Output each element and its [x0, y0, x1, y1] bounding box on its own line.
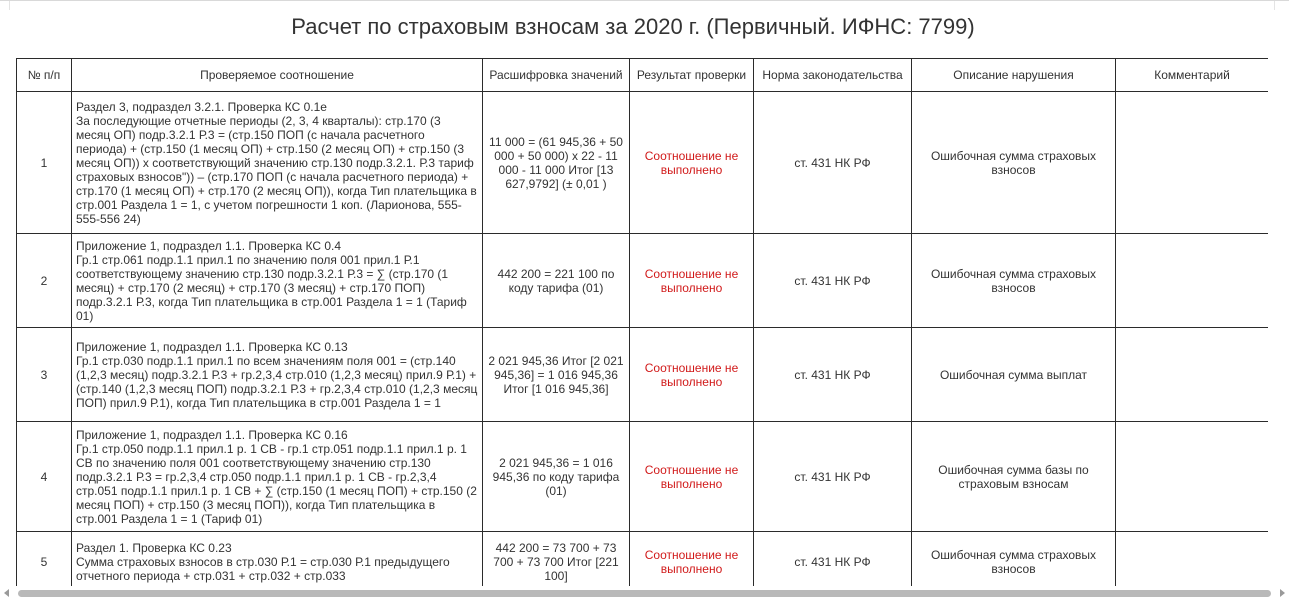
header-comment: Комментарий: [1116, 59, 1269, 92]
row-violation: Ошибочная сумма выплат: [912, 328, 1116, 422]
row-violation: Ошибочная сумма страховых взносов: [912, 92, 1116, 234]
row-num: 5: [17, 532, 72, 587]
row-check: Приложение 1, подраздел 1.1. Проверка КС 0.13 Гр.1 стр.030 подр.1.1 прил.1 по всем значениям поля 001 = (стр.140 (1,2,3 месяц) подр.3.2.1 Р.3 + гр.2,3,4 стр.010 (1,2,3 месяц) прил.9 Р.1) + (стр.140 (1,2,3 месяц ПОП) подр.3.2.1 Р.3 + гр.2,3,4 стр.010 (1,2,3 месяц ПОП) прил.9 Р.1), когда Тип плательщика в стр.001 Раздела 1 = 1: [72, 328, 483, 422]
row-check: Приложение 1, подраздел 1.1. Проверка КС 0.16 Гр.1 стр.050 подр.1.1 прил.1 р. 1 СВ - гр.1 стр.051 подр.1.1 прил.1 р. 1 СВ по значению поля 001 соответствующему значению стр.130 подр.3.2.1 Р.3 = гр.2,3,4 стр.050 подр.1.1 прил.1 р. 1 СВ - гр.2,3,4 стр.051 подр.1.1 прил.1 р. 1 СВ + ∑ (стр.150 (1 месяц ПОП) + стр.150 (2 месяц ПОП) + стр.150 (3 месяц ПОП)), когда Тип плательщика в стр.001 Раздела 1 = 1 (Тариф 01): [72, 422, 483, 532]
header-violation: Описание нарушения: [912, 59, 1116, 92]
row-violation: Ошибочная сумма страховых взносов: [912, 234, 1116, 328]
row-law: ст. 431 НК РФ: [754, 532, 912, 587]
row-result: Соотношение не выполнено: [630, 92, 754, 234]
row-decode: 442 200 = 73 700 + 73 700 + 73 700 Итог [221 100]: [483, 532, 630, 587]
row-check: Приложение 1, подраздел 1.1. Проверка КС 0.4 Гр.1 стр.061 подр.1.1 прил.1 по значению поля 001 прил.1 Р.1 соответствующему значению стр.130 подр.3.2.1 Р.3 = ∑ (стр.170 (1 месяц) + стр.170 (2 месяц) + стр.170 (3 месяц) + стр.170 ПОП) подр.3.2.1 Р.3, когда Тип плательщика в стр.001 Раздела 1 = 1 (Тариф 01): [72, 234, 483, 328]
report-table-viewport[interactable]: [16, 58, 1268, 586]
table-row: [17, 532, 1269, 587]
report-title: Расчет по страховым взносам за 2020 г. (Первичный. ИФНС: 7799): [291, 14, 975, 39]
table-row: [17, 234, 1269, 328]
report-table: [16, 58, 1268, 586]
table-header-row: [17, 59, 1269, 92]
row-comment[interactable]: [1116, 328, 1269, 422]
row-comment[interactable]: [1116, 234, 1269, 328]
row-decode: 11 000 = (61 945,36 + 50 000 + 50 000) х 22 - 11 000 - 11 000 Итог [13 627,9792] (± 0,01 ): [483, 92, 630, 234]
top-edge-left-tick: [0, 1, 10, 10]
row-comment[interactable]: [1116, 422, 1269, 532]
row-result: Соотношение не выполнено: [630, 328, 754, 422]
table-row: [17, 328, 1269, 422]
window-top-edge: [0, 0, 1289, 10]
row-comment[interactable]: [1116, 92, 1269, 234]
horizontal-scrollbar[interactable]: [0, 586, 1289, 601]
row-check: Раздел 3, подраздел 3.2.1. Проверка КС 0.1е За последующие отчетные периоды (2, 3, 4 кварталы): стр.170 (3 месяц ОП) подр.3.2.1 Р.3 = (стр.150 ПОП (с начала расчетного периода) + (стр.150 (1 месяц ОП) + стр.150 (2 месяц ОП) + стр.150 (3 месяц ОП)) х соответствующий значению стр.130 подр.3.2.1. Р.3 тариф страховых взносов")) – (стр.170 ПОП (с начала расчетного периода) + стр.170 (1 месяц ОП) + стр.170 (2 месяц ОП)), когда Тип плательщика в стр.001 Раздела 1 = 1, с учетом погрешности 1 коп. (Ларионова, 555-555-556 24): [72, 92, 483, 234]
row-decode: 2 021 945,36 = 1 016 945,36 по коду тарифа (01): [483, 422, 630, 532]
row-decode: 442 200 = 221 100 по коду тарифа (01): [483, 234, 630, 328]
header-check: Проверяемое соотношение: [72, 59, 483, 92]
row-num: 3: [17, 328, 72, 422]
row-result: Соотношение не выполнено: [630, 422, 754, 532]
row-violation: Ошибочная сумма страховых взносов: [912, 532, 1116, 587]
arrow-right-icon[interactable]: [1280, 589, 1285, 597]
row-num: 2: [17, 234, 72, 328]
row-comment[interactable]: [1116, 532, 1269, 587]
row-violation: Ошибочная сумма базы по страховым взносам: [912, 422, 1116, 532]
row-result: Соотношение не выполнено: [630, 532, 754, 587]
arrow-left-icon[interactable]: [4, 589, 9, 597]
table-row: [17, 422, 1269, 532]
row-law: ст. 431 НК РФ: [754, 422, 912, 532]
scrollbar-thumb[interactable]: [18, 590, 1271, 597]
top-edge-right-tick: [1274, 1, 1289, 10]
table-row: [17, 92, 1269, 234]
row-check: Раздел 1. Проверка КС 0.23 Сумма страховых взносов в стр.030 Р.1 = стр.030 Р.1 предыдущего отчетного периода + стр.031 + стр.032 + стр.033: [72, 532, 483, 587]
row-law: ст. 431 НК РФ: [754, 234, 912, 328]
row-decode: 2 021 945,36 Итог [2 021 945,36] = 1 016 945,36 Итог [1 016 945,36]: [483, 328, 630, 422]
row-law: ст. 431 НК РФ: [754, 328, 912, 422]
row-law: ст. 431 НК РФ: [754, 92, 912, 234]
row-result: Соотношение не выполнено: [630, 234, 754, 328]
row-num: 4: [17, 422, 72, 532]
header-law: Норма законодательства: [754, 59, 912, 92]
header-num: № п/п: [17, 59, 72, 92]
header-result: Результат проверки: [630, 59, 754, 92]
row-num: 1: [17, 92, 72, 234]
header-decode: Расшифровка значений: [483, 59, 630, 92]
